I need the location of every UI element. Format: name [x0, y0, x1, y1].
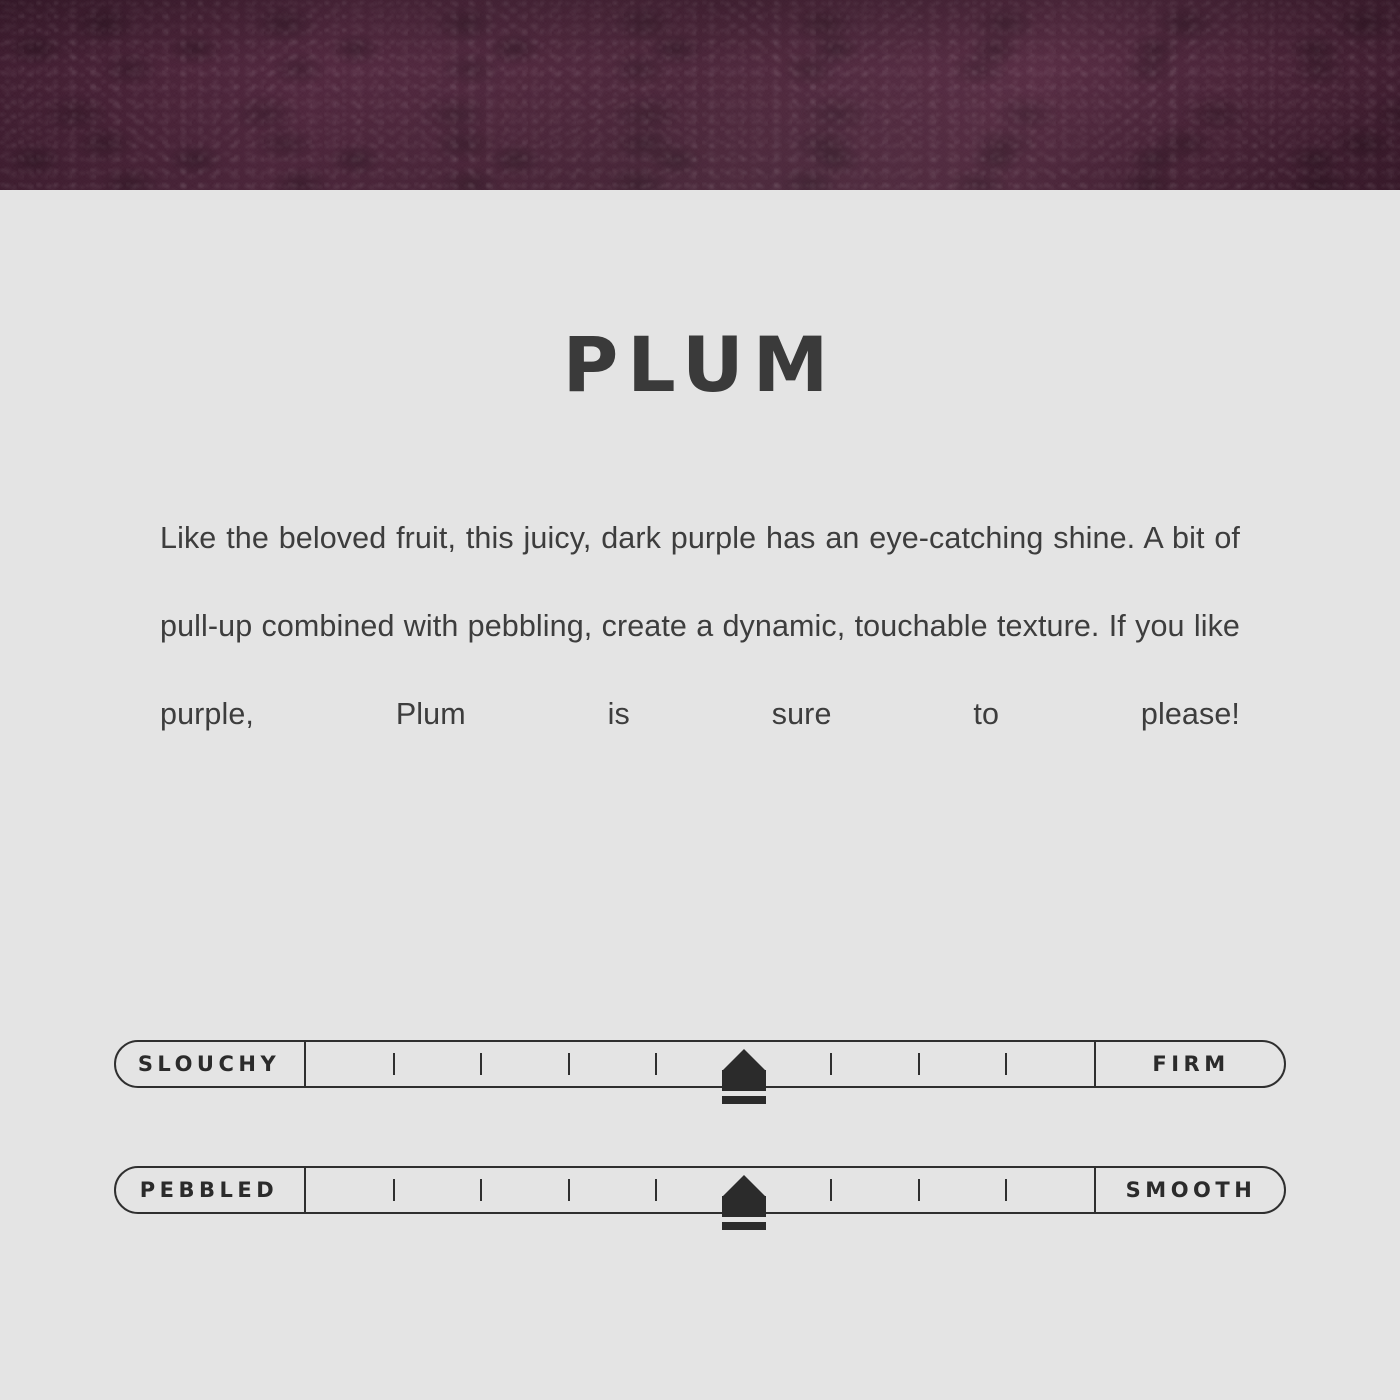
- scale-tick: [568, 1053, 570, 1075]
- scale-right-label: SMOOTH: [1094, 1166, 1286, 1214]
- scale-tick: [743, 1179, 745, 1201]
- scale-tick: [480, 1179, 482, 1201]
- scale-ticks: [306, 1040, 1094, 1088]
- scale-tick: [568, 1179, 570, 1201]
- scale-left-label: SLOUCHY: [114, 1040, 306, 1088]
- scale-tick: [1005, 1053, 1007, 1075]
- scale-firmness[interactable]: [114, 1040, 1286, 1088]
- attribute-scales: [0, 1040, 1400, 1292]
- scale-right-label: FIRM: [1094, 1040, 1286, 1088]
- scale-left-label: PEBBLED: [114, 1166, 306, 1214]
- leather-swatch-banner: [0, 0, 1400, 190]
- scale-tick: [655, 1179, 657, 1201]
- scale-tick: [1005, 1179, 1007, 1201]
- page-title: PLUM: [562, 320, 838, 409]
- description-text: Like the beloved fruit, this juicy, dark purple has an eye-catching shine. A bit of pull-up combined with pebbling, create a dynamic, touchable texture. If you like purple, Plum is sure to please!: [160, 521, 1240, 731]
- scale-ticks: [306, 1166, 1094, 1214]
- scale-tick: [918, 1179, 920, 1201]
- scale-tick: [655, 1053, 657, 1075]
- scale-tick: [743, 1053, 745, 1075]
- scale-tick: [480, 1053, 482, 1075]
- scale-tick: [830, 1053, 832, 1075]
- scale-texture[interactable]: [114, 1166, 1286, 1214]
- scale-tick: [393, 1053, 395, 1075]
- scale-tick: [830, 1179, 832, 1201]
- scale-tick: [393, 1179, 395, 1201]
- scale-tick: [918, 1053, 920, 1075]
